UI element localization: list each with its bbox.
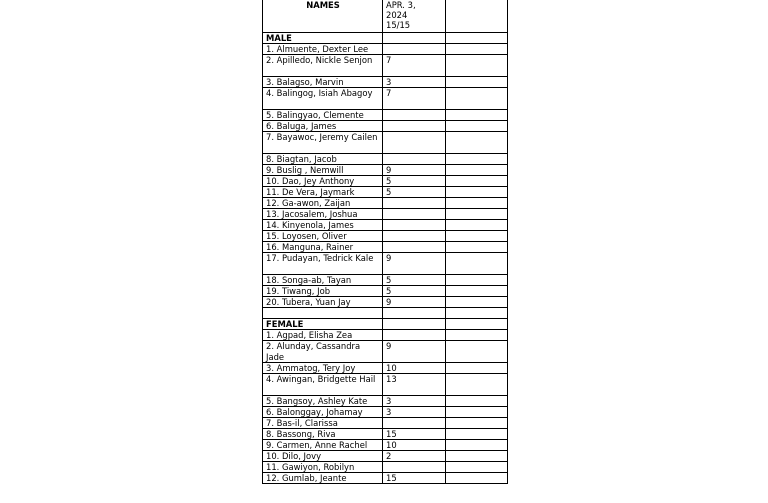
names-column-header: NAMES [263,0,383,32]
student-row [263,242,507,253]
score-cell [383,198,446,208]
student-name: 3. Balagso, Marvin [263,77,383,87]
score-cell: 5 [383,275,446,285]
student-name: 9. Buslig , Nemwill [263,165,383,175]
score-cell: 9 [383,165,446,175]
blank-column-header [446,0,506,32]
score-cell: 10 [383,363,446,373]
student-name: 18. Songa-ab, Tayan [263,275,383,285]
score-cell [383,242,446,252]
blank-cell [446,253,506,274]
student-name: 9. Carmen, Anne Rachel [263,440,383,450]
student-row [263,209,507,220]
student-row [263,418,507,429]
student-row [263,187,507,198]
student-name: 7. Bayawoc, Jeremy Cailen [263,132,383,153]
blank-cell [446,451,506,461]
blank-cell [446,88,506,109]
student-row [263,253,507,275]
score-cell: 5 [383,187,446,197]
blank-cell [446,297,506,307]
score-cell [383,44,446,54]
blank-cell [446,77,506,87]
student-name: 17. Pudayan, Tedrick Kale [263,253,383,274]
blank-cell [446,440,506,450]
student-name: 10. Dilo, Jovy [263,451,383,461]
student-row [263,110,507,121]
blank-cell [446,396,506,406]
student-name: 16. Manguna, Rainer [263,242,383,252]
score-cell: 9 [383,341,446,362]
student-rows [263,33,507,484]
blank-cell [446,418,506,428]
blank-cell [446,55,506,76]
blank-cell [446,198,506,208]
score-cell: 7 [383,55,446,76]
blank-cell [446,286,506,296]
score-cell [383,418,446,428]
student-name: 5. Bangsoy, Ashley Kate [263,396,383,406]
score-cell: 2 [383,451,446,461]
score-cell [383,154,446,164]
blank-cell [446,407,506,417]
spacer-row [263,308,507,319]
score-cell: 13 [383,374,446,395]
blank-cell [446,429,506,439]
student-row [263,473,507,484]
blank-cell [446,319,506,329]
student-row [263,275,507,286]
header-row [263,0,507,33]
student-row [263,374,507,396]
score-cell [383,319,446,329]
score-cell: 3 [383,77,446,87]
student-row [263,330,507,341]
student-row [263,88,507,110]
student-name: 12. Gumlab, Jeante [263,473,383,483]
student-name: 6. Balonggay, Johamay [263,407,383,417]
score-cell [383,209,446,219]
student-name: 7. Bas-il, Clarissa [263,418,383,428]
date-line-3: 15/15 [386,20,411,30]
student-row [263,55,507,77]
blank-cell [446,374,506,395]
blank-cell [446,132,506,153]
score-cell [383,330,446,340]
student-row [263,297,507,308]
section-label: FEMALE [263,319,383,329]
blank-cell [446,44,506,54]
student-row [263,440,507,451]
student-row [263,165,507,176]
student-name: 8. Bassong, Riva [263,429,383,439]
student-name: 2. Alunday, Cassandra Jade [263,341,383,362]
blank-cell [446,187,506,197]
section-row [263,319,507,330]
student-name: 20. Tubera, Yuan Jay [263,297,383,307]
student-row [263,77,507,88]
blank-cell [446,33,506,43]
blank-cell [446,275,506,285]
student-name: 11. De Vera, Jaymark [263,187,383,197]
student-row [263,451,507,462]
score-cell [383,308,446,318]
student-name: 4. Balingog, Isiah Abagoy [263,88,383,109]
date-line-1: APR. 3, [386,0,416,10]
student-row [263,341,507,363]
blank-cell [446,341,506,362]
score-cell: 10 [383,440,446,450]
student-row [263,429,507,440]
student-row [263,176,507,187]
date-column-header [383,0,446,32]
student-name: 1. Agpad, Elisha Zea [263,330,383,340]
student-row [263,407,507,418]
student-row [263,363,507,374]
empty-cell [263,308,383,318]
score-cell: 9 [383,253,446,274]
student-row [263,121,507,132]
score-cell: 3 [383,396,446,406]
blank-cell [446,165,506,175]
score-cell [383,33,446,43]
student-row [263,154,507,165]
student-row [263,132,507,154]
score-cell: 5 [383,286,446,296]
student-row [263,44,507,55]
score-cell: 3 [383,407,446,417]
student-row [263,286,507,297]
student-name: 1. Almuente, Dexter Lee [263,44,383,54]
blank-cell [446,209,506,219]
student-name: 19. Tiwang, Job [263,286,383,296]
score-cell [383,132,446,153]
score-cell: 7 [383,88,446,109]
score-cell: 15 [383,429,446,439]
section-label: MALE [263,33,383,43]
section-row [263,33,507,44]
blank-cell [446,110,506,120]
score-cell: 15 [383,473,446,483]
student-name: 3. Ammatog, Tery Joy [263,363,383,373]
student-row [263,220,507,231]
student-name: 10. Dao, Jey Anthony [263,176,383,186]
student-name: 6. Baluga, James [263,121,383,131]
blank-cell [446,473,506,483]
score-cell: 9 [383,297,446,307]
student-row [263,396,507,407]
blank-cell [446,121,506,131]
student-row [263,462,507,473]
blank-cell [446,231,506,241]
score-cell [383,462,446,472]
attendance-sheet [262,0,508,484]
student-name: 2. Apilledo, Nickle Senjon [263,55,383,76]
blank-cell [446,242,506,252]
student-name: 12. Ga-awon, Zaijan [263,198,383,208]
student-name: 4. Awingan, Bridgette Hail [263,374,383,395]
blank-cell [446,363,506,373]
blank-cell [446,330,506,340]
student-row [263,198,507,209]
score-cell [383,121,446,131]
blank-cell [446,220,506,230]
student-name: 5. Balingyao, Clemente [263,110,383,120]
blank-cell [446,176,506,186]
blank-cell [446,308,506,318]
blank-cell [446,154,506,164]
student-name: 11. Gawiyon, Robilyn [263,462,383,472]
student-name: 13. Jacosalem, Joshua [263,209,383,219]
student-name: 15. Loyosen, Oliver [263,231,383,241]
student-name: 8. Biagtan, Jacob [263,154,383,164]
score-cell [383,220,446,230]
student-name: 14. Kinyenola, James [263,220,383,230]
student-row [263,231,507,242]
date-line-2: 2024 [386,10,408,20]
score-cell [383,110,446,120]
blank-cell [446,462,506,472]
score-cell [383,231,446,241]
score-cell: 5 [383,176,446,186]
